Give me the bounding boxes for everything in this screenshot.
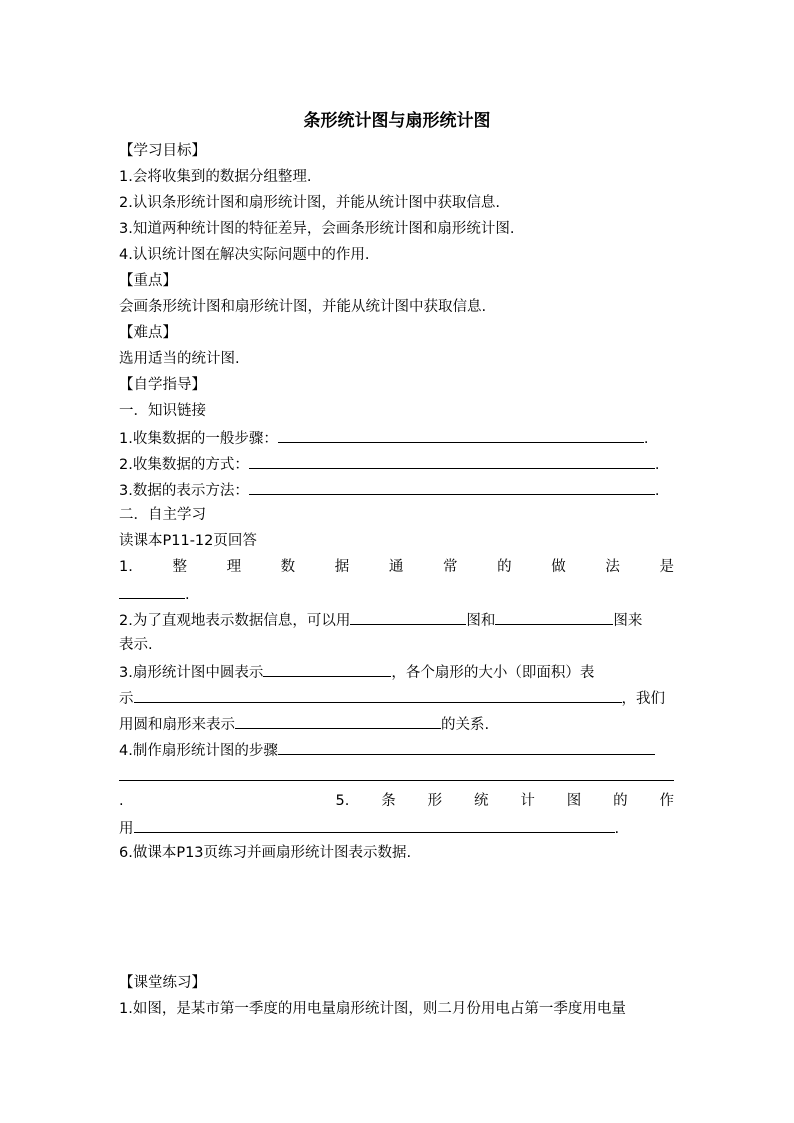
- question-pie-circle: 3.扇形统计图中圆表示 ，各个扇形的大小（即面积）表: [119, 661, 594, 683]
- self-learning-heading: 二．自主学习: [119, 507, 206, 523]
- key-point-heading: 【重点】: [119, 273, 177, 289]
- answer-blank[interactable]: [263, 661, 391, 677]
- question-pie-circle-end: 用圆和扇形来表示 的关系.: [119, 713, 489, 735]
- question-pie-steps: 4.制作扇形统计图的步骤: [119, 739, 655, 761]
- key-point-text: 会画条形统计图和扇形统计图，并能从统计图中获取信息.: [119, 299, 487, 315]
- question-representation: [119, 479, 659, 501]
- period: .: [654, 483, 660, 499]
- question-organize-data-answer: .: [119, 583, 190, 605]
- question-visual-representation-cont: 表示.: [119, 637, 153, 653]
- question-pie-circle-cont: 示 ，我们: [119, 687, 665, 709]
- answer-blank[interactable]: [249, 479, 655, 495]
- question-collect-methods: [119, 453, 659, 475]
- answer-blank[interactable]: [134, 687, 622, 703]
- self-study-heading: 【自学指导】: [119, 377, 206, 393]
- practice-question-1: 1.如图，是某市第一季度的用电量扇形统计图，则二月份用电占第一季度用电量: [119, 1001, 626, 1017]
- objectives-heading: 【学习目标】: [119, 143, 206, 159]
- answer-blank[interactable]: [495, 609, 613, 625]
- objective-item-2: 2.认识条形统计图和扇形统计图，并能从统计图中获取信息.: [119, 195, 500, 211]
- question-collect-steps: [119, 427, 648, 449]
- question-label: 3.数据的表示方法：: [119, 483, 249, 499]
- question-bar-chart-use: . 5. 条 形 统 计 图 的 作: [119, 793, 674, 809]
- question-organize-data: 1. 整 理 数 据 通 常 的 做 法 是: [119, 559, 674, 575]
- period: .: [654, 457, 660, 473]
- practice-heading: 【课堂练习】: [119, 975, 206, 991]
- answer-blank[interactable]: [249, 453, 655, 469]
- page-title: 条形统计图与扇形统计图: [303, 111, 491, 131]
- difficulty-heading: 【难点】: [119, 325, 177, 341]
- answer-blank[interactable]: [119, 583, 185, 599]
- objective-item-4: 4.认识统计图在解决实际问题中的作用.: [119, 247, 370, 263]
- objective-item-3: 3.知道两种统计图的特征差异，会画条形统计图和扇形统计图.: [119, 221, 515, 237]
- question-visual-representation: 2.为了直观地表示数据信息，可以用 图和 图来: [119, 609, 642, 631]
- answer-blank[interactable]: [134, 817, 615, 833]
- reading-intro: 读课本P11-12页回答: [119, 533, 257, 549]
- answer-blank[interactable]: [350, 609, 466, 625]
- knowledge-link-heading: 一．知识链接: [119, 403, 206, 419]
- question-label: 2.收集数据的方式：: [119, 457, 249, 473]
- question-bar-chart-use-answer: 用 .: [119, 817, 619, 839]
- answer-blank[interactable]: [235, 713, 441, 729]
- question-label: 1.收集数据的一般步骤：: [119, 431, 278, 447]
- answer-blank[interactable]: [278, 427, 644, 443]
- answer-line[interactable]: [119, 780, 674, 781]
- period: .: [643, 431, 649, 447]
- answer-blank[interactable]: [278, 739, 655, 755]
- question-textbook-exercise: 6.做课本P13页练习并画扇形统计图表示数据.: [119, 845, 412, 861]
- difficulty-text: 选用适当的统计图.: [119, 351, 240, 367]
- objective-item-1: 1.会将收集到的数据分组整理.: [119, 169, 312, 185]
